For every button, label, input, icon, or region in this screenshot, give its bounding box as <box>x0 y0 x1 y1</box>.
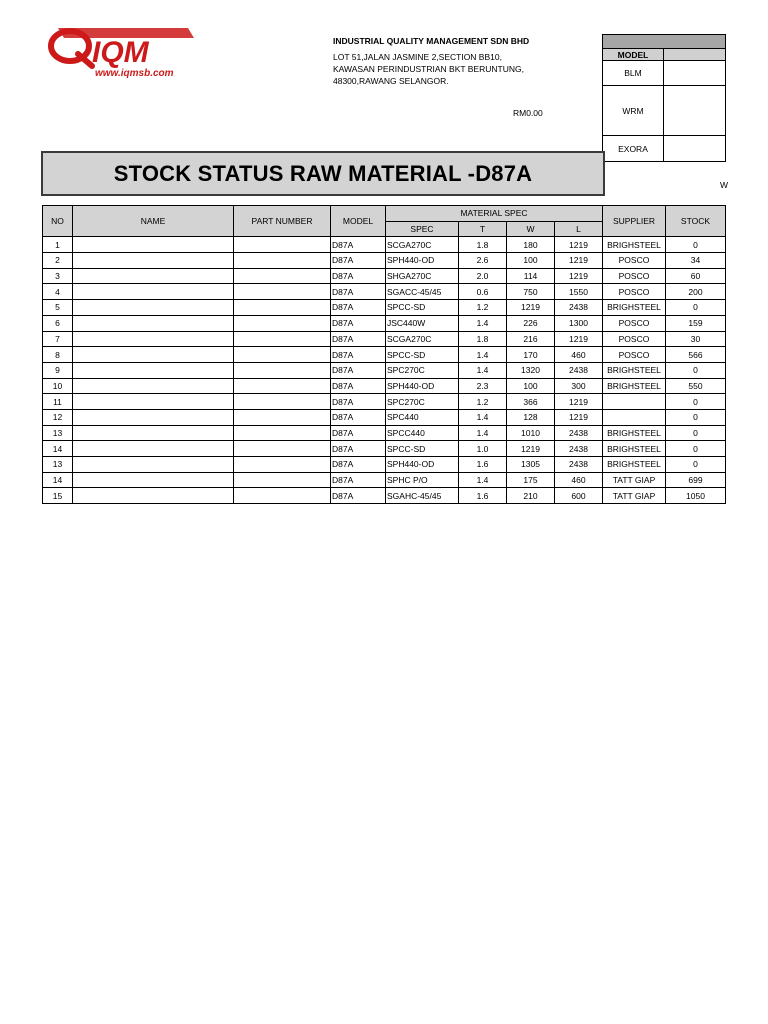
title-box <box>41 151 605 196</box>
row-name <box>73 378 234 394</box>
model-item-exora: EXORA <box>603 136 664 162</box>
row-t: 2.6 <box>459 253 507 269</box>
row-name <box>73 441 234 457</box>
row-name <box>73 409 234 425</box>
row-spec: SPCC-SD <box>386 441 459 457</box>
row-l: 1550 <box>555 284 603 300</box>
row-w: 1219 <box>507 300 555 316</box>
row-stock: 0 <box>666 394 726 410</box>
row-spec: SPC440 <box>386 409 459 425</box>
row-spec: JSC440W <box>386 315 459 331</box>
row-no: 5 <box>43 300 73 316</box>
row-model: D87A <box>331 362 386 378</box>
row-name <box>73 425 234 441</box>
row-spec: SPH440-OD <box>386 253 459 269</box>
row-l: 2438 <box>555 425 603 441</box>
address-line-2: KAWASAN PERINDUSTRIAN BKT BERUNTUNG, <box>333 64 524 74</box>
row-t: 2.3 <box>459 378 507 394</box>
row-w: 100 <box>507 378 555 394</box>
row-l: 2438 <box>555 300 603 316</box>
row-name <box>73 284 234 300</box>
row-l: 460 <box>555 347 603 363</box>
row-w: 1320 <box>507 362 555 378</box>
row-spec: SPC270C <box>386 394 459 410</box>
row-no: 8 <box>43 347 73 363</box>
iqm-logo-icon <box>48 24 198 72</box>
row-spec: SPH440-OD <box>386 378 459 394</box>
row-supplier: BRIGHSTEEL <box>603 362 666 378</box>
row-supplier <box>603 394 666 410</box>
row-stock: 0 <box>666 237 726 253</box>
row-l: 1219 <box>555 331 603 347</box>
row-model: D87A <box>331 488 386 504</box>
row-t: 1.6 <box>459 488 507 504</box>
header-w: W <box>507 221 555 237</box>
row-model: D87A <box>331 284 386 300</box>
row-no: 15 <box>43 488 73 504</box>
row-spec: SGACC-45/45 <box>386 284 459 300</box>
row-part-number <box>234 300 331 316</box>
row-supplier: BRIGHSTEEL <box>603 441 666 457</box>
row-spec: SPCC440 <box>386 425 459 441</box>
model-box <box>602 34 726 166</box>
row-t: 1.2 <box>459 394 507 410</box>
row-name <box>73 394 234 410</box>
row-spec: SPHC P/O <box>386 472 459 488</box>
row-supplier: POSCO <box>603 331 666 347</box>
row-w: 114 <box>507 268 555 284</box>
table-row <box>43 425 726 441</box>
row-no: 14 <box>43 441 73 457</box>
row-w: 128 <box>507 409 555 425</box>
header-spec: SPEC <box>386 221 459 237</box>
table-row <box>43 300 726 316</box>
row-stock: 0 <box>666 300 726 316</box>
svg-text:IQM: IQM <box>92 36 149 69</box>
row-stock: 159 <box>666 315 726 331</box>
row-stock: 566 <box>666 347 726 363</box>
address-line-3: 48300,RAWANG SELANGOR. <box>333 76 449 86</box>
row-name <box>73 331 234 347</box>
row-w: 210 <box>507 488 555 504</box>
header-name: NAME <box>73 206 234 237</box>
model-item-wrm: WRM <box>603 86 664 136</box>
row-spec: SGAHC-45/45 <box>386 488 459 504</box>
model-box-top-bar <box>603 35 726 49</box>
row-part-number <box>234 284 331 300</box>
table-row <box>43 253 726 269</box>
row-supplier: POSCO <box>603 284 666 300</box>
table-row <box>43 378 726 394</box>
row-part-number <box>234 457 331 473</box>
row-name <box>73 300 234 316</box>
rm-value: RM0.00 <box>513 108 543 118</box>
row-model: D87A <box>331 347 386 363</box>
row-name <box>73 253 234 269</box>
row-t: 1.2 <box>459 300 507 316</box>
row-t: 2.0 <box>459 268 507 284</box>
header-material-spec: MATERIAL SPEC <box>386 206 603 222</box>
row-t: 0.6 <box>459 284 507 300</box>
table-row <box>43 362 726 378</box>
row-stock: 0 <box>666 441 726 457</box>
row-t: 1.4 <box>459 425 507 441</box>
row-w: 750 <box>507 284 555 300</box>
row-no: 13 <box>43 425 73 441</box>
row-stock: 34 <box>666 253 726 269</box>
row-supplier: POSCO <box>603 268 666 284</box>
row-no: 12 <box>43 409 73 425</box>
row-spec: SPCC-SD <box>386 300 459 316</box>
row-no: 11 <box>43 394 73 410</box>
row-spec: SCGA270C <box>386 331 459 347</box>
table-row <box>43 331 726 347</box>
row-name <box>73 472 234 488</box>
row-l: 460 <box>555 472 603 488</box>
row-supplier: POSCO <box>603 315 666 331</box>
row-part-number <box>234 362 331 378</box>
row-part-number <box>234 425 331 441</box>
model-header-blank <box>664 49 726 61</box>
table-row <box>43 284 726 300</box>
row-l: 300 <box>555 378 603 394</box>
row-name <box>73 315 234 331</box>
row-w: 100 <box>507 253 555 269</box>
row-model: D87A <box>331 300 386 316</box>
row-stock: 0 <box>666 409 726 425</box>
row-model: D87A <box>331 441 386 457</box>
table-row <box>43 394 726 410</box>
row-supplier: BRIGHSTEEL <box>603 457 666 473</box>
row-name <box>73 457 234 473</box>
row-no: 14 <box>43 472 73 488</box>
row-spec: SPC270C <box>386 362 459 378</box>
row-t: 1.4 <box>459 362 507 378</box>
row-no: 3 <box>43 268 73 284</box>
row-part-number <box>234 315 331 331</box>
row-w: 216 <box>507 331 555 347</box>
row-model: D87A <box>331 331 386 347</box>
row-no: 1 <box>43 237 73 253</box>
table-body <box>43 237 726 504</box>
row-part-number <box>234 441 331 457</box>
table-row <box>43 347 726 363</box>
header-t: T <box>459 221 507 237</box>
row-no: 4 <box>43 284 73 300</box>
row-stock: 550 <box>666 378 726 394</box>
row-no: 6 <box>43 315 73 331</box>
stock-table <box>42 205 726 504</box>
page-title: STOCK STATUS RAW MATERIAL -D87A <box>113 160 533 186</box>
row-t: 1.0 <box>459 441 507 457</box>
row-w: 366 <box>507 394 555 410</box>
row-part-number <box>234 409 331 425</box>
row-spec: SPH440-OD <box>386 457 459 473</box>
row-stock: 60 <box>666 268 726 284</box>
row-l: 1219 <box>555 409 603 425</box>
row-l: 2438 <box>555 441 603 457</box>
row-w: 1010 <box>507 425 555 441</box>
table-row <box>43 315 726 331</box>
table-row <box>43 237 726 253</box>
row-t: 1.4 <box>459 315 507 331</box>
row-supplier: TATT GIAP <box>603 472 666 488</box>
row-part-number <box>234 237 331 253</box>
row-part-number <box>234 268 331 284</box>
company-name: INDUSTRIAL QUALITY MANAGEMENT SDN BHD <box>333 36 530 46</box>
model-item-blm: BLM <box>603 61 664 86</box>
row-no: 13 <box>43 457 73 473</box>
row-spec: SHGA270C <box>386 268 459 284</box>
row-l: 1219 <box>555 394 603 410</box>
row-t: 1.4 <box>459 409 507 425</box>
table-row <box>43 472 726 488</box>
row-part-number <box>234 331 331 347</box>
row-model: D87A <box>331 409 386 425</box>
header-no: NO <box>43 206 73 237</box>
model-header: MODEL <box>603 49 664 61</box>
row-model: D87A <box>331 425 386 441</box>
table-row <box>43 488 726 504</box>
row-stock: 0 <box>666 425 726 441</box>
header-supplier: SUPPLIER <box>603 206 666 237</box>
row-model: D87A <box>331 237 386 253</box>
table-row <box>43 441 726 457</box>
model-value-blm <box>664 61 726 86</box>
row-w: 170 <box>507 347 555 363</box>
row-l: 1219 <box>555 237 603 253</box>
cut-off-text: W <box>720 180 729 190</box>
row-name <box>73 488 234 504</box>
row-supplier: POSCO <box>603 253 666 269</box>
header-stock: STOCK <box>666 206 726 237</box>
row-w: 1305 <box>507 457 555 473</box>
row-name <box>73 268 234 284</box>
header-model: MODEL <box>331 206 386 237</box>
row-name <box>73 237 234 253</box>
row-w: 175 <box>507 472 555 488</box>
row-model: D87A <box>331 457 386 473</box>
row-spec: SPCC-SD <box>386 347 459 363</box>
row-name <box>73 347 234 363</box>
row-part-number <box>234 394 331 410</box>
row-w: 180 <box>507 237 555 253</box>
address-line-1: LOT 51,JALAN JASMINE 2,SECTION BB10, <box>333 52 502 62</box>
row-model: D87A <box>331 315 386 331</box>
row-stock: 1050 <box>666 488 726 504</box>
row-w: 1219 <box>507 441 555 457</box>
row-l: 1219 <box>555 268 603 284</box>
row-name <box>73 362 234 378</box>
model-value-wrm <box>664 86 726 136</box>
row-t: 1.8 <box>459 331 507 347</box>
row-supplier: BRIGHSTEEL <box>603 425 666 441</box>
row-stock: 200 <box>666 284 726 300</box>
row-part-number <box>234 472 331 488</box>
row-supplier: TATT GIAP <box>603 488 666 504</box>
table-row <box>43 268 726 284</box>
row-t: 1.4 <box>459 347 507 363</box>
row-model: D87A <box>331 268 386 284</box>
row-supplier: BRIGHSTEEL <box>603 237 666 253</box>
row-l: 2438 <box>555 362 603 378</box>
row-no: 7 <box>43 331 73 347</box>
header-part-number: PART NUMBER <box>234 206 331 237</box>
row-part-number <box>234 488 331 504</box>
row-no: 10 <box>43 378 73 394</box>
row-stock: 0 <box>666 362 726 378</box>
row-t: 1.4 <box>459 472 507 488</box>
model-value-exora <box>664 136 726 162</box>
row-l: 600 <box>555 488 603 504</box>
table-row <box>43 409 726 425</box>
row-l: 1300 <box>555 315 603 331</box>
row-supplier: BRIGHSTEEL <box>603 300 666 316</box>
row-part-number <box>234 378 331 394</box>
row-part-number <box>234 347 331 363</box>
header-l: L <box>555 221 603 237</box>
row-no: 9 <box>43 362 73 378</box>
row-supplier: BRIGHSTEEL <box>603 378 666 394</box>
company-details <box>333 35 529 87</box>
row-supplier <box>603 409 666 425</box>
row-part-number <box>234 253 331 269</box>
row-model: D87A <box>331 253 386 269</box>
row-spec: SCGA270C <box>386 237 459 253</box>
row-stock: 0 <box>666 457 726 473</box>
row-stock: 30 <box>666 331 726 347</box>
row-t: 1.8 <box>459 237 507 253</box>
logo-url: www.iqmsb.com <box>95 68 174 79</box>
row-model: D87A <box>331 378 386 394</box>
row-w: 226 <box>507 315 555 331</box>
row-t: 1.6 <box>459 457 507 473</box>
row-l: 1219 <box>555 253 603 269</box>
table-row <box>43 457 726 473</box>
row-no: 2 <box>43 253 73 269</box>
row-model: D87A <box>331 472 386 488</box>
row-stock: 699 <box>666 472 726 488</box>
row-model: D87A <box>331 394 386 410</box>
row-l: 2438 <box>555 457 603 473</box>
row-supplier: POSCO <box>603 347 666 363</box>
